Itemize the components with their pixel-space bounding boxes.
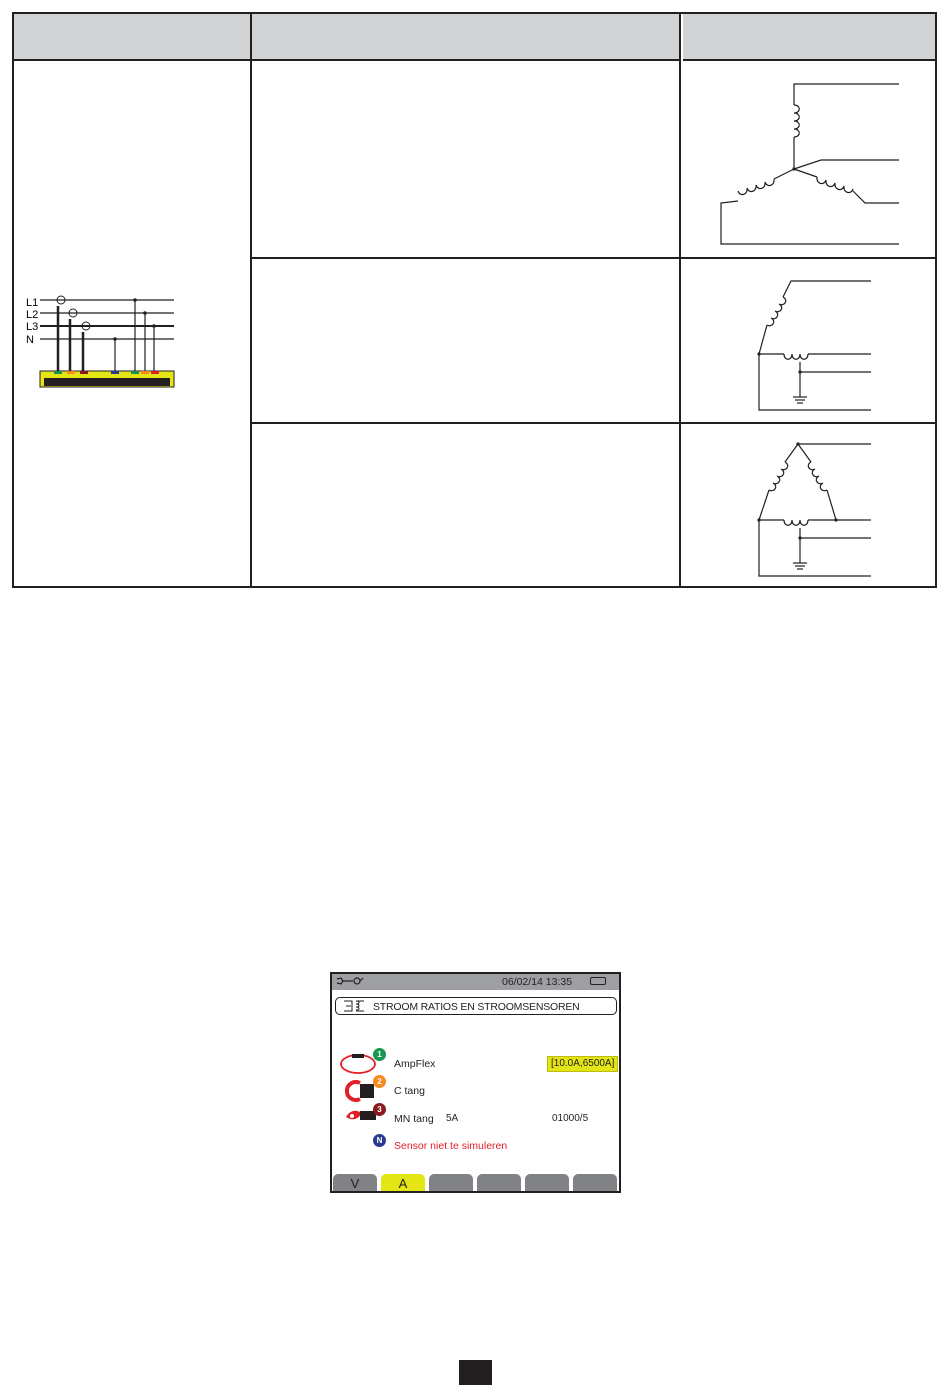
neutral-not-simulated-text: Sensor niet te simuleren [394,1140,508,1152]
line-label-l1: L1 [26,297,39,309]
sensor-name: C tang [394,1085,425,1097]
table-header-connection [14,14,250,61]
three-phase-sensor-icon [342,1000,368,1012]
screen-title: STROOM RATIOS EN STROOMSENSOREN [373,1001,580,1013]
sensor-row-3[interactable] [332,1105,621,1131]
sensor-badge-neutral: N [373,1134,386,1147]
sensor-name: MN tang [394,1113,434,1125]
battery-icon [590,977,606,985]
sensor-name: AmpFlex [394,1058,436,1070]
row-description [252,61,679,257]
page-number-box [459,1360,492,1385]
line-label-n: N [26,334,34,346]
open-delta-winding-diagram [681,259,935,422]
device-screen [330,972,621,1193]
tab-empty-4[interactable] [477,1174,521,1191]
sensor-row-2[interactable] [332,1077,621,1103]
status-bar [332,974,619,990]
star-winding-diagram [681,61,935,257]
table-header-diagram [683,14,935,61]
screen-title-bar [335,997,617,1015]
tab-bar [332,1172,619,1191]
tab-voltage[interactable]: V [333,1174,377,1191]
sensor-row-1[interactable] [332,1050,621,1076]
delta-winding-svg [681,424,935,588]
sensor-badge-1: 1 [373,1048,386,1061]
status-datetime: 06/02/14 13:35 [502,976,573,988]
open-delta-winding-svg [681,259,935,422]
three-phase-network-svg [14,61,250,588]
sensor-row-neutral [332,1138,621,1158]
table-header-description [252,14,681,61]
tool-icon[interactable] [335,976,365,987]
line-label-l3: L3 [26,321,39,333]
row-description [252,424,679,588]
sensor-ratio-value[interactable]: 01000/5 [552,1113,589,1124]
tab-empty-5[interactable] [525,1174,569,1191]
network-connection-diagram [14,61,250,588]
sensor-range-value[interactable]: [10.0A,6500A] [547,1056,618,1072]
star-winding-svg [681,61,935,257]
tab-empty-6[interactable] [573,1174,617,1191]
wiring-table [12,12,937,588]
line-label-l2: L2 [26,309,39,321]
sensor-badge-2: 2 [373,1075,386,1088]
delta-winding-diagram [681,424,935,588]
sensor-secondary-current: 5A [446,1113,459,1124]
tab-current[interactable]: A [381,1174,425,1191]
tab-empty-3[interactable] [429,1174,473,1191]
row-description [252,259,679,422]
sensor-badge-3: 3 [373,1103,386,1116]
